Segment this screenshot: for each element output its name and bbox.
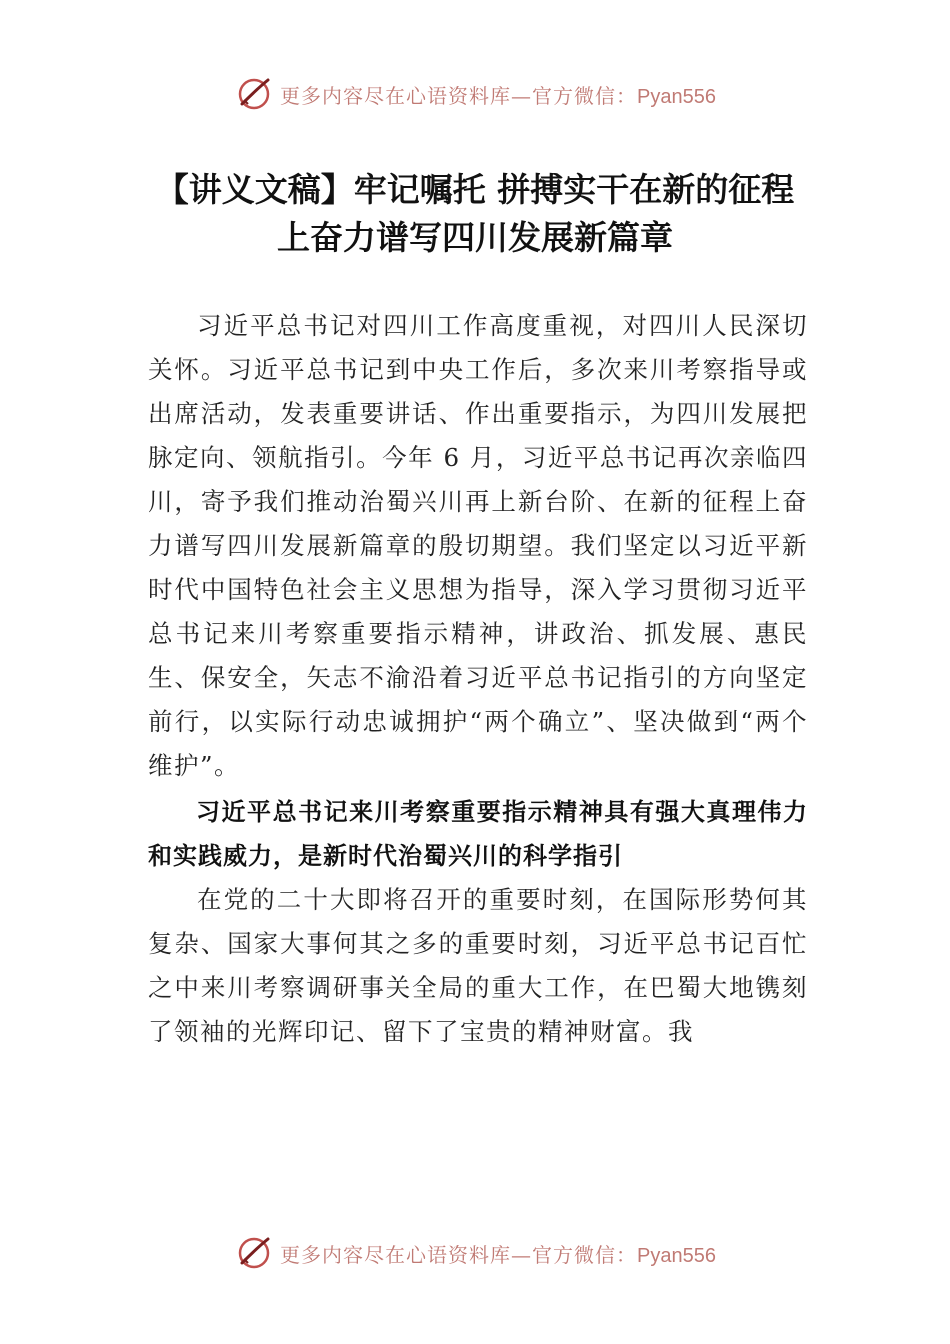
body-paragraph: 在党的二十大即将召开的重要时刻，在国际形势何其复杂、国家大事何其之多的重要时刻，习近平总书记百忙之中来川考察调研事关全局的重大工作，在巴蜀大地镌刻了领袖的光辉印记、留下了宝贵的精神财富。我 bbox=[148, 885, 808, 1046]
header-watermark-banner bbox=[0, 74, 950, 114]
pen-logo-icon bbox=[234, 74, 274, 114]
wechat-id: Pyan556 bbox=[637, 1244, 716, 1267]
document-body bbox=[148, 304, 808, 1054]
banner-text: 更多内容尽在心语资料库—官方微信：Pyan556 bbox=[280, 83, 716, 108]
pen-logo-icon bbox=[234, 1233, 274, 1273]
body-paragraph: 习近平总书记对四川工作高度重视，对四川人民深切关怀。习近平总书记到中央工作后，多次来川考察指导或出席活动，发表重要讲话、作出重要指示，为四川发展把脉定向、领航指引。今年 6 月，习近平总书记再次亲临四川，寄予我们推动治蜀兴川再上新台阶、在新的征程上奋力谱写四川发展新篇章的殷切期望。我们坚定以习近平新时代中国特色社会主义思想为指导，深入学习贯彻习近平总书记来川考察重要指示精神，讲政治、抓发展、惠民生、保安全，矢志不渝沿着习近平总书记指引的方向坚定前行，以实际行动忠诚拥护“两个确立”、坚决做到“两个维护”。 bbox=[148, 311, 808, 780]
banner-text: 更多内容尽在心语资料库—官方微信：Pyan556 bbox=[280, 1242, 716, 1267]
footer-watermark-banner bbox=[0, 1233, 950, 1273]
document-title: 【讲义文稿】牢记嘱托 拼搏实干在新的征程上奋力谱写四川发展新篇章 bbox=[155, 170, 795, 257]
section-heading: 习近平总书记来川考察重要指示精神具有强大真理伟力和实践威力，是新时代治蜀兴川的科学指引 bbox=[148, 798, 808, 870]
wechat-id: Pyan556 bbox=[637, 85, 716, 108]
